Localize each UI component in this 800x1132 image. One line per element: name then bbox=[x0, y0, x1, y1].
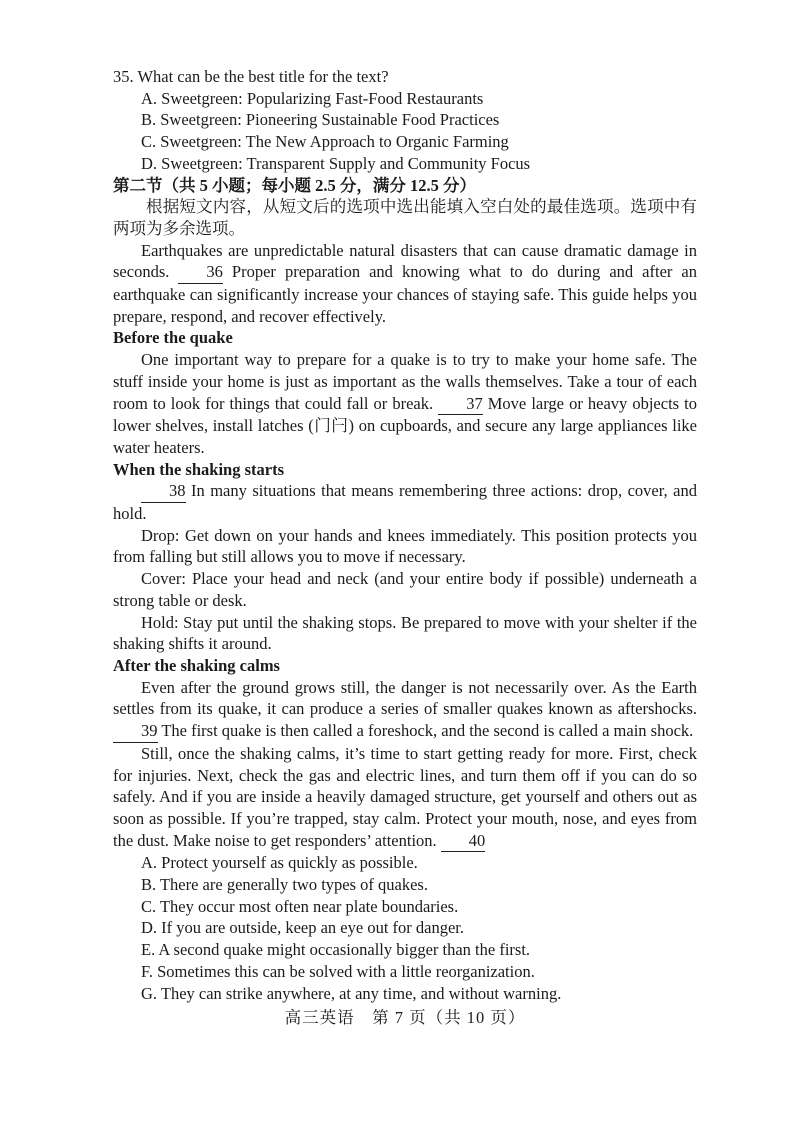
question-35-option: A. Sweetgreen: Popularizing Fast-Food Restaurants bbox=[141, 88, 484, 108]
cloze-option: B. There are generally two types of quakes. bbox=[141, 875, 428, 895]
cloze-passage bbox=[113, 240, 697, 853]
blank-38: 38 bbox=[141, 480, 186, 503]
cloze-options bbox=[113, 852, 697, 1004]
question-35-stem: 35. What can be the best title for the text? bbox=[113, 67, 389, 86]
page-footer: 高三英语 第 7 页（共 10 页） bbox=[284, 1008, 526, 1028]
passage-block: 38 In many situations that means remembering three actions: drop, cover, and hold. bbox=[113, 481, 697, 524]
passage-block: Drop: Get down on your hands and knees immediately. This position protects you from falling but still allows you to move if necessary. bbox=[113, 525, 697, 567]
question-35-option: D. Sweetgreen: Transparent Supply and Community Focus bbox=[141, 153, 531, 173]
page-content bbox=[113, 66, 697, 1029]
cloze-option: G. They can strike anywhere, at any time, and without warning. bbox=[141, 983, 562, 1003]
blank-40: 40 bbox=[441, 830, 486, 853]
cloze-option: A. Protect yourself as quickly as possible. bbox=[141, 853, 418, 873]
question-35-option: B. Sweetgreen: Pioneering Sustainable Food Practices bbox=[141, 110, 500, 130]
passage-block: Hold: Stay put until the shaking stops. Be prepared to move with your shelter if the shaking shifts it around. bbox=[113, 612, 697, 654]
passage-block: One important way to prepare for a quake is to try to make your home safe. The stuff inside your home is just as important as the walls themselves. Take a tour of each room to look for things that could fall or break. 37 Move large or heavy objects to lower shelves, install latches (门闩) on cupboards, and secure any large appliances like water heaters. bbox=[113, 350, 697, 457]
cloze-option: E. A second quake might occasionally bigger than the first. bbox=[141, 940, 531, 960]
passage-block: After the shaking calms bbox=[113, 655, 280, 675]
blank-36: 36 bbox=[178, 261, 223, 284]
question-35-options bbox=[113, 88, 697, 175]
passage-block: Earthquakes are unpredictable natural disasters that can cause dramatic damage in seconds. 36 Proper preparation and knowing what to do during and after an earthquake can significantly increase your chances of staying safe. This guide helps you prepare, respond, and recover effectively. bbox=[113, 240, 698, 326]
passage-block: Even after the ground grows still, the danger is not necessarily over. As the Earth settles from its quake, it can produce a series of smaller quakes known as aftershocks. 39 The first quake is then called a foreshock, and the second is called a main shock. bbox=[113, 677, 697, 743]
cloze-option: F. Sometimes this can be solved with a little reorganization. bbox=[141, 961, 535, 981]
passage-block: Before the quake bbox=[113, 328, 233, 348]
cloze-option: D. If you are outside, keep an eye out for danger. bbox=[141, 918, 465, 938]
passage-block: Cover: Place your head and neck (and your entire body if possible) underneath a strong table or desk. bbox=[113, 569, 697, 610]
blank-39: 39 bbox=[113, 720, 158, 743]
section-2-instructions: 根据短文内容，从短文后的选项中选出能填入空白处的最佳选项。选项中有两项为多余选项。 bbox=[113, 197, 697, 238]
section-2-heading: 第二节（共 5 小题；每小题 2.5 分，满分 12.5 分） bbox=[113, 175, 476, 195]
question-35-option: C. Sweetgreen: The New Approach to Organic Farming bbox=[141, 132, 509, 152]
passage-block: Still, once the shaking calms, it’s time to start getting ready for more. First, check for injuries. Next, check the gas and electric lines, and turn them off if you can do so safely. And if you are inside a heavily damaged structure, get yourself and others out as soon as possible. If you’re trapped, stay calm. Protect your mouth, nose, and eyes from the dust. Make noise to get responders’ attention. 40 bbox=[113, 743, 697, 853]
passage-block: When the shaking starts bbox=[113, 459, 284, 479]
cloze-option: C. They occur most often near plate boundaries. bbox=[141, 896, 459, 916]
blank-37: 37 bbox=[438, 393, 483, 416]
